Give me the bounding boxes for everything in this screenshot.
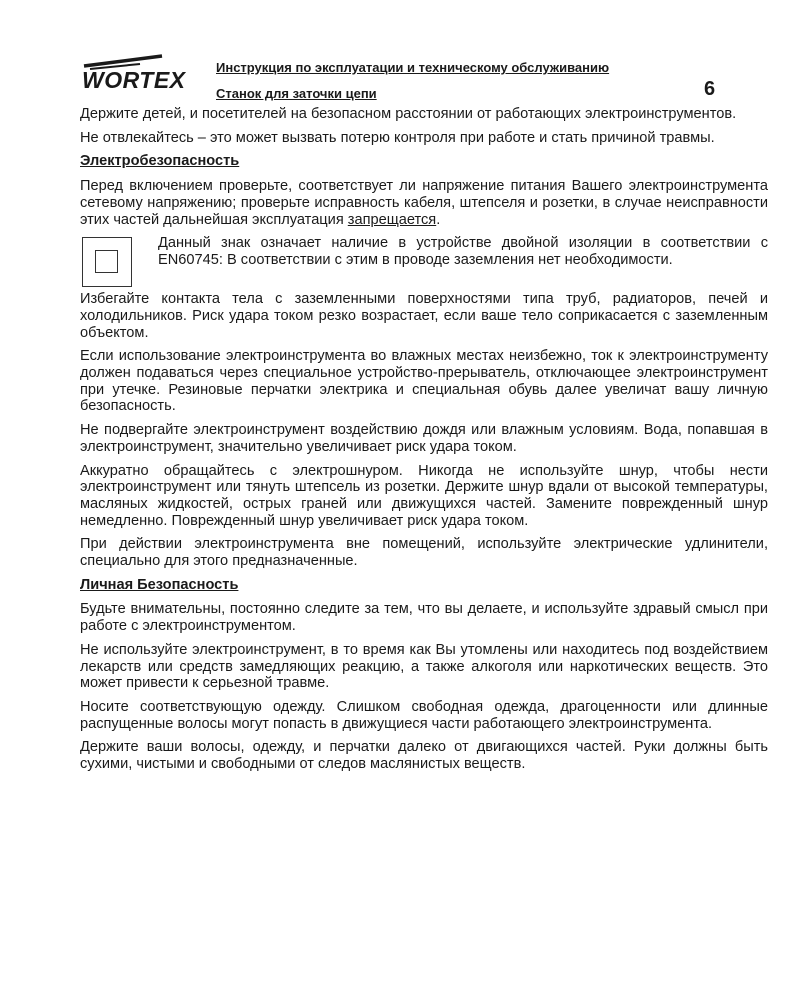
paragraph: Держите ваши волосы, одежду, и перчатки далеко от двигающихся частей. Руки должны быть сухими, чистыми и свободными от следов маслянистых веществ.	[80, 739, 768, 773]
paragraph: Избегайте контакта тела с заземленными поверхностями типа труб, радиаторов, печей и холодильников. Риск удара током резко возрастает, если ваше тело соприкасается с заземленным объектом.	[80, 291, 768, 341]
double-insulation-note	[80, 235, 768, 287]
underlined-word: запрещается	[347, 211, 437, 228]
wortex-logo	[80, 50, 200, 94]
paragraph: Не подвергайте электроинструмент воздействию дождя или влажным условиям. Вода, попавшая в электроинструмент, значительно увеличивает риск удара током.	[80, 422, 768, 455]
paragraph-text: Перед включением проверьте, соответствует ли напряжение питания Вашего электроинструмента сетевому напряжению; проверьте исправность кабеля, штепселя и розетки, в случае неисправности этих частей дальнейшая эксплуатация	[80, 178, 768, 228]
paragraph: При действии электроинструмента вне помещений, используйте электрические удлинители, специально для этого предназначенные.	[80, 536, 768, 570]
paragraph-end: .	[436, 211, 441, 228]
page-number: 6	[704, 78, 716, 100]
paragraph: Если использование электроинструмента во влажных местах неизбежно, ток к электроинструменту должен подаваться через специальное устройство-прерыватель, отключающее электроинструмент при утечке. Резиновые перчатки электрика и специальная обувь далее увеличат вашу личную безопасность.	[80, 348, 768, 415]
page-header	[0, 0, 800, 110]
paragraph: Носите соответствующую одежду. Слишком свободная одежда, драгоценности или длинные распущенные волосы могут попасть в движущиеся части работающего электроинструмента.	[80, 698, 768, 732]
paragraph	[80, 178, 768, 228]
document-subtitle: Станок для заточки цепи	[216, 86, 377, 101]
paragraph: Не отвлекайтесь – это может вызвать потерю контроля при работе и стать причиной травмы.	[80, 129, 715, 146]
paragraph: Аккуратно обращайтесь с электрошнуром. Никогда не используйте шнур, чтобы нести электроинструмент или тянуть штепсель из розетки. Держите шнур вдали от высокой температуры, масляных жидкостей, острых граней или движущихся частей. Замените поврежденный шнур немедленно. Поврежденный шнур увеличивает риск удара током.	[80, 462, 768, 529]
double-insulation-icon	[82, 237, 132, 287]
document-title: Инструкция по эксплуатации и техническому обслуживанию	[216, 60, 610, 75]
paragraph: Не используйте электроинструмент, в то время как Вы утомлены или находитесь под воздействием лекарств или средств замедляющих реакцию, а также алкоголя или наркотических веществ. Это может привести к серьезной травме.	[80, 641, 768, 692]
page-content	[80, 106, 768, 780]
paragraph: Будьте внимательны, постоянно следите за тем, что вы делаете, и используйте здравый смысл при работе с электроинструментом.	[80, 601, 768, 635]
note-text: Данный знак означает наличие в устройстве двойной изоляции в соответствии с EN60745: В соответствии с этим в проводе заземления нет необходимости.	[158, 235, 768, 268]
section-heading-electric-safety: Электробезопасность	[80, 153, 240, 170]
paragraph: Держите детей, и посетителей на безопасном расстоянии от работающих электроинструментов.	[80, 106, 737, 122]
logo-text: WORTEX	[82, 67, 186, 93]
section-heading-personal-safety: Личная Безопасность	[80, 576, 239, 593]
